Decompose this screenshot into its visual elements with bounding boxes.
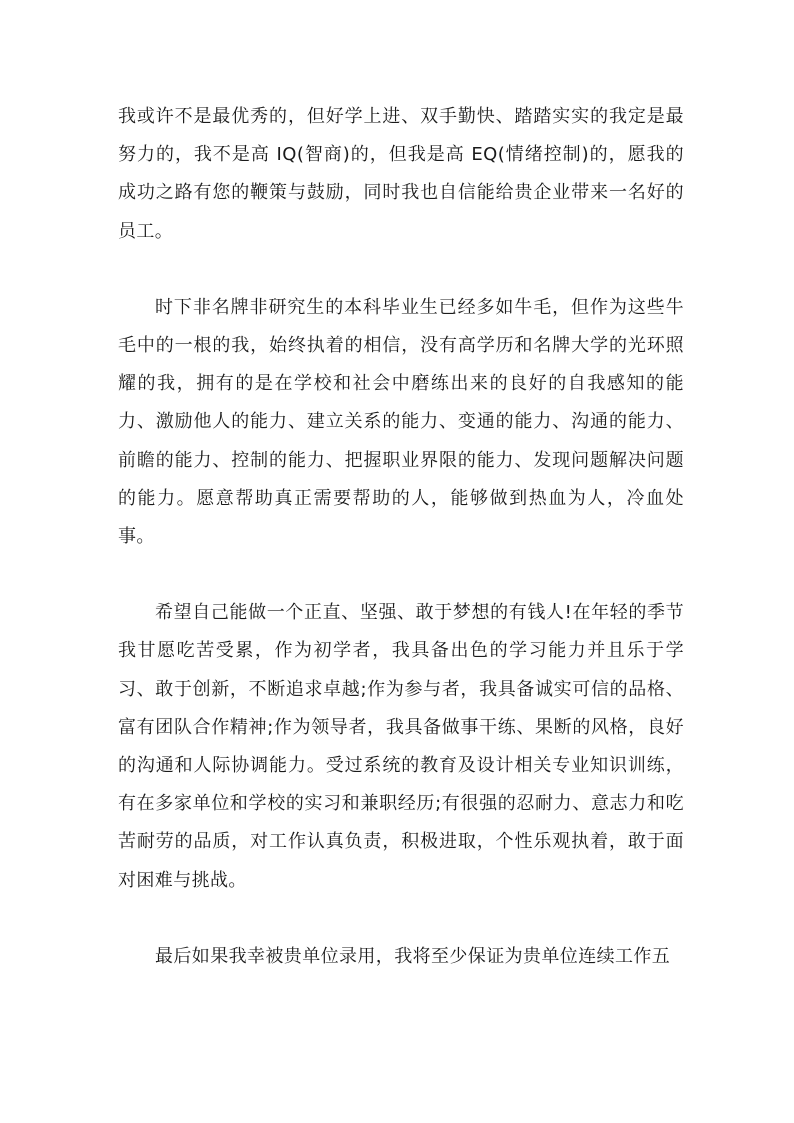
paragraph-4: 最后如果我幸被贵单位录用，我将至少保证为贵单位连续工作五 bbox=[155, 945, 671, 967]
paragraph-3: 希望自己能做一个正直、坚强、敢于梦想的有钱人!在年轻的季节我甘愿吃苦受累，作为初学者，我具备出色的学习能力并且乐于学习、敢于创新，不断追求卓越;作为参与者，我具备诚实可信的品格、富有团队合作精神;作为领导者，我具备做事干练、果断的风格，良好的沟通和人际协调能力。受过系统的教育及设计相关专业知识训练，有在多家单位和学校的实习和兼职经历;有很强的忍耐力、意志力和吃苦耐劳的品质，对工作认真负责，积极进取，个性乐观执着，敢于面对困难与挑战。 bbox=[118, 602, 684, 891]
document-body bbox=[118, 98, 684, 1014]
paragraph-2: 时下非名牌非研究生的本科毕业生已经多如牛毛，但作为这些牛毛中的一根的我，始终执着的相信，没有高学历和名牌大学的光环照耀的我，拥有的是在学校和社会中磨练出来的良好的自我感知的能力、激励他人的能力、建立关系的能力、变通的能力、沟通的能力、前瞻的能力、控制的能力、把握职业界限的能力、发现问题解决问题的能力。愿意帮助真正需要帮助的人，能够做到热血为人，冷血处事。 bbox=[118, 296, 684, 548]
paragraph-1: 我或许不是最优秀的，但好学上进、双手勤快、踏踏实实的我定是最努力的，我不是高 IQ(智商)的，但我是高 EQ(情绪控制)的，愿我的成功之路有您的鞭策与鼓励，同时我也自信能给贵企业带来一名好的员工。 bbox=[118, 106, 684, 242]
